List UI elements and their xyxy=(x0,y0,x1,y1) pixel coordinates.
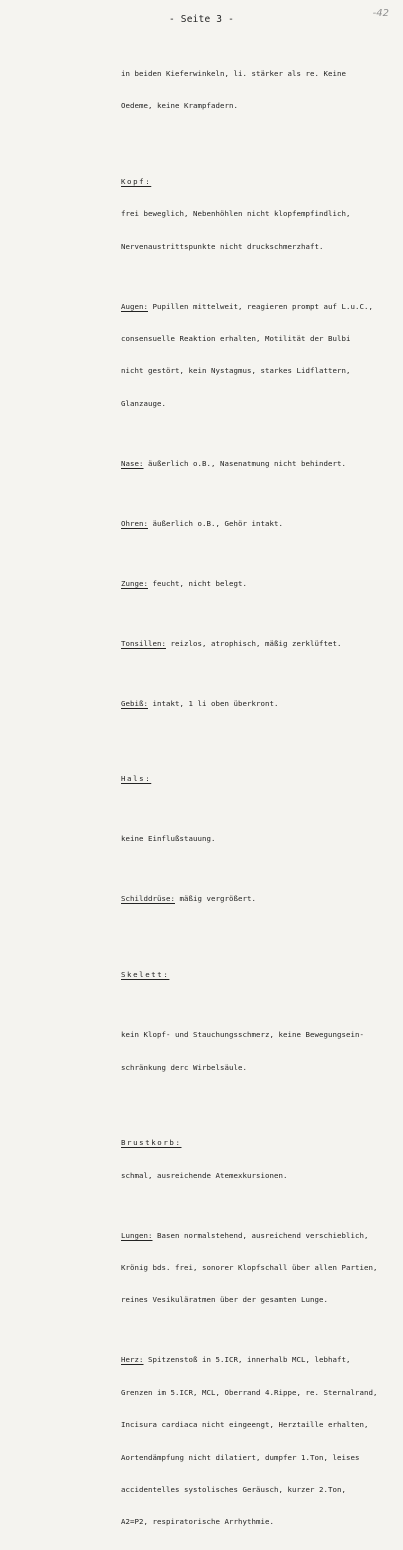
zunge-label: Zunge: xyxy=(121,578,148,588)
augen-label: Augen: xyxy=(121,301,148,311)
herz-line: Incisura cardiaca nicht eingeengt, Herztaille erhalten, xyxy=(121,1420,369,1430)
lungen-line: reines Vesikuläratmen über der gesamten Lunge. xyxy=(121,1295,328,1305)
section-heading-brustkorb: Brustkorb: xyxy=(121,1138,182,1148)
intro-line: Oedeme, keine Krampfadern. xyxy=(121,100,238,110)
report-body xyxy=(121,47,396,1550)
page-header: - Seite 3 - xyxy=(168,14,235,25)
nase-text: äußerlich o.B., Nasenatmung nicht behindert. xyxy=(143,458,346,468)
kopf-line: frei beweglich, Nebenhöhlen nicht klopfempfindlich, xyxy=(121,209,351,219)
hals-line: keine Einflußstauung. xyxy=(121,834,216,844)
schilddruese-text: mäßig vergrößert. xyxy=(175,894,256,904)
herz-label: Herz: xyxy=(121,1355,144,1365)
lungen-text: Basen normalstehend, ausreichend verschieblich, xyxy=(152,1230,369,1240)
augen-line: consensuelle Reaktion erhalten, Motilität der Bulbi xyxy=(121,333,351,343)
lungen-label: Lungen: xyxy=(121,1230,153,1240)
ohren-label: Ohren: xyxy=(121,518,148,528)
brustkorb-line: schmal, ausreichende Atemexkursionen. xyxy=(121,1170,288,1180)
gebiss-text: intakt, 1 li oben überkront. xyxy=(148,698,279,708)
herz-line: Aortendämpfung nicht dilatiert, dumpfer 1.Ton, leises xyxy=(121,1452,360,1462)
handwritten-page-number: -42 xyxy=(372,8,389,19)
ohren-text: äußerlich o.B., Gehör intakt. xyxy=(148,518,283,528)
section-heading-kopf: Kopf: xyxy=(121,176,152,186)
nase-label: Nase: xyxy=(121,458,144,468)
herz-line: accidentelles systolisches Geräusch, kurzer 2.Ton, xyxy=(121,1485,346,1495)
tonsillen-text: reizlos, atrophisch, mäßig zerklüftet. xyxy=(166,638,342,648)
kopf-line: Nervenaustrittspunkte nicht druckschmerzhaft. xyxy=(121,241,324,251)
lungen-line: Krönig bds. frei, sonorer Klopfschall über allen Partien, xyxy=(121,1263,378,1273)
section-heading-skelett: Skelett: xyxy=(121,970,170,980)
herz-line: Grenzen im 5.ICR, MCL, Oberrand 4.Rippe, re. Sternalrand, xyxy=(121,1387,378,1397)
augen-line: nicht gestört, kein Nystagmus, starkes Lidflattern, xyxy=(121,366,351,376)
herz-text: Spitzenstoß in 5.ICR, innerhalb MCL, lebhaft, xyxy=(143,1355,351,1365)
section-heading-hals: Hals: xyxy=(121,774,152,784)
gebiss-label: Gebiß: xyxy=(121,698,148,708)
zunge-text: feucht, nicht belegt. xyxy=(148,578,247,588)
tonsillen-label: Tonsillen: xyxy=(121,638,166,648)
intro-line: in beiden Kieferwinkeln, li. stärker als re. Keine xyxy=(121,68,346,78)
skelett-line: schränkung derc Wirbelsäule. xyxy=(121,1062,247,1072)
herz-line: A2=P2, respiratorische Arrhythmie. xyxy=(121,1517,274,1527)
augen-line: Glanzauge. xyxy=(121,398,166,408)
schilddruese-label: Schilddrüse: xyxy=(121,894,175,904)
augen-text: Pupillen mittelweit, reagieren prompt auf L.u.C., xyxy=(148,301,373,311)
skelett-line: kein Klopf- und Stauchungsschmerz, keine Bewegungsein- xyxy=(121,1030,364,1040)
